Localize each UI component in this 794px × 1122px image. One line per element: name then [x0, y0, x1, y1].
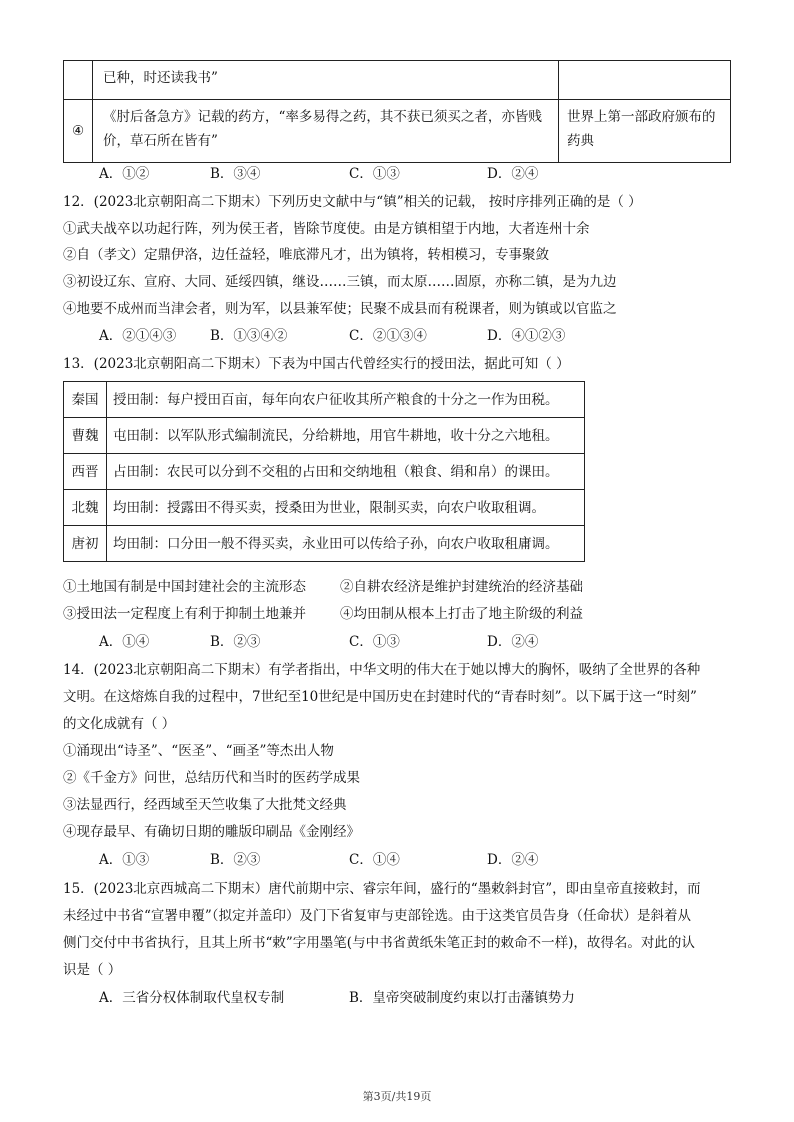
q14-item-2: ②《千金方》问世，总结历代和当时的医药学成果 — [63, 770, 360, 786]
q12-option-d: D．④①②③ — [487, 328, 566, 344]
q15-line-4: 识是（ ） — [63, 962, 122, 978]
dynasty-cell: 曹魏 — [64, 418, 107, 454]
q14-option-c: C．①④ — [349, 852, 400, 868]
q14-item-1: ①涌现出“诗圣”、“医圣”、“画圣”等杰出人物 — [63, 743, 334, 759]
q11-option-a: A．①② — [99, 166, 150, 182]
q12-item-4: ④地要不成州而当津会者，则为军，以县兼军使；民聚不成县而有税课者，则为镇或以官监之 — [63, 301, 617, 317]
q12-item-2: ②自（孝文）定鼎伊洛，边任益轻，唯底滞凡才，出为镇将，转相模习，专事聚敛 — [63, 247, 549, 263]
table-row — [64, 61, 731, 100]
row-number: ④ — [64, 100, 93, 163]
system-cell: 均田制：口分田一般不得买卖，永业田可以传给子孙，向农户收取租庸调。 — [107, 526, 585, 562]
q12-title: 12．(2023北京朝阳高二下期末）下列历史文献中与“镇”相关的记载， 按时序排列正确的是（ ） — [63, 194, 642, 210]
q14-line-1: 14．(2023北京朝阳高二下期末）有学者指出，中华文明的伟大在于她以博大的胸怀，吸纳了全世界的各种 — [63, 662, 701, 678]
q14-line-2: 文明。在这熔炼自我的过程中，7世纪至10世纪是中国历史在封建时代的“青春时刻”。以下属于这一“时刻” — [63, 689, 697, 705]
q15-line-3: 侧门交付中书省执行，且其上所书“敕”字用墨笔(与中书省黄纸朱笔正封的敕命不一样)，故得名。对此的认 — [63, 935, 695, 951]
row-text: 已种，时还读我书” — [93, 61, 559, 100]
q11-option-b: B．③④ — [210, 166, 261, 182]
q12-option-b: B．①③④② — [210, 328, 288, 344]
q14-item-4: ④现存最早、有确切日期的雕版印刷品《金刚经》 — [63, 824, 360, 840]
q15-line-2: 未经过中书省“宣署申覆”（拟定并盖印）及门下省复审与吏部铨选。由于这类官员告身（任命状）是斜着从 — [63, 908, 692, 924]
q14-option-a: A．①③ — [99, 852, 150, 868]
row-text: 《肘后备急方》记载的药方，“率多易得之药，其不获已须买之者，亦皆贱价，草石所在皆有” — [93, 100, 559, 163]
table-row — [64, 100, 731, 163]
q15-line-1: 15．(2023北京西城高二下期末）唐代前期中宗、睿宗年间，盛行的“墨敕斜封官”，即由皇帝直接敕封，而 — [63, 881, 701, 897]
row-right: 世界上第一部政府颁布的药典 — [559, 100, 731, 163]
row-number — [64, 61, 93, 100]
q14-option-b: B．②③ — [210, 852, 261, 868]
q13-statement-2: ②自耕农经济是维护封建统治的经济基础 — [340, 579, 583, 595]
q15-option-a: A．三省分权体制取代皇权专制 — [99, 990, 285, 1006]
q12-item-3: ③初设辽东、宣府、大同、延绥四镇，继设……三镇，而太原……固原，亦称二镇，是为九边 — [63, 274, 617, 290]
table-row — [64, 526, 585, 562]
q11-option-c: C．①③ — [349, 166, 400, 182]
row-right — [559, 61, 731, 100]
dynasty-cell: 秦国 — [64, 382, 107, 418]
dynasty-cell: 唐初 — [64, 526, 107, 562]
land-system-table — [63, 381, 585, 562]
q13-statement-1: ①土地国有制是中国封建社会的主流形态 — [63, 579, 306, 595]
q13-option-b: B．②③ — [210, 634, 261, 650]
q12-option-a: A．②①④③ — [99, 328, 177, 344]
q13-statement-4: ④均田制从根本上打击了地主阶级的利益 — [340, 606, 583, 622]
system-cell: 占田制：农民可以分到不交租的占田和交纳地租（粮食、绢和帛）的课田。 — [107, 454, 585, 490]
q12-option-c: C．②①③④ — [349, 328, 427, 344]
q13-option-a: A．①④ — [99, 634, 150, 650]
q14-line-3: 的文化成就有（ ） — [63, 716, 176, 732]
table-row — [64, 418, 585, 454]
system-cell: 授田制：每户授田百亩，每年向农户征收其所产粮食的十分之一作为田税。 — [107, 382, 585, 418]
drug-table-continued — [63, 60, 731, 163]
table-row — [64, 490, 585, 526]
system-cell: 屯田制：以军队形式编制流民，分给耕地，用官牛耕地，收十分之六地租。 — [107, 418, 585, 454]
q11-option-d: D．②④ — [487, 166, 539, 182]
q13-title: 13．(2023北京朝阳高二下期末）下表为中国古代曾经实行的授田法，据此可知（ ） — [63, 356, 570, 372]
q12-item-1: ①武夫战卒以功起行阵，列为侯王者，皆除节度使。由是方镇相望于内地，大者连州十余 — [63, 221, 590, 237]
table-row — [64, 454, 585, 490]
q14-item-3: ③法显西行，经西域至天竺收集了大批梵文经典 — [63, 797, 347, 813]
page-footer: 第3页/共19页 — [362, 1090, 432, 1103]
q13-statement-3: ③授田法一定程度上有利于抑制土地兼并 — [63, 606, 306, 622]
q14-option-d: D．②④ — [487, 852, 539, 868]
table-row — [64, 382, 585, 418]
q15-option-b: B．皇帝突破制度约束以打击藩镇势力 — [349, 990, 575, 1006]
dynasty-cell: 北魏 — [64, 490, 107, 526]
q13-option-c: C．①③ — [349, 634, 400, 650]
dynasty-cell: 西晋 — [64, 454, 107, 490]
q13-option-d: D．②④ — [487, 634, 539, 650]
system-cell: 均田制：授露田不得买卖，授桑田为世业，限制买卖，向农户收取租调。 — [107, 490, 585, 526]
